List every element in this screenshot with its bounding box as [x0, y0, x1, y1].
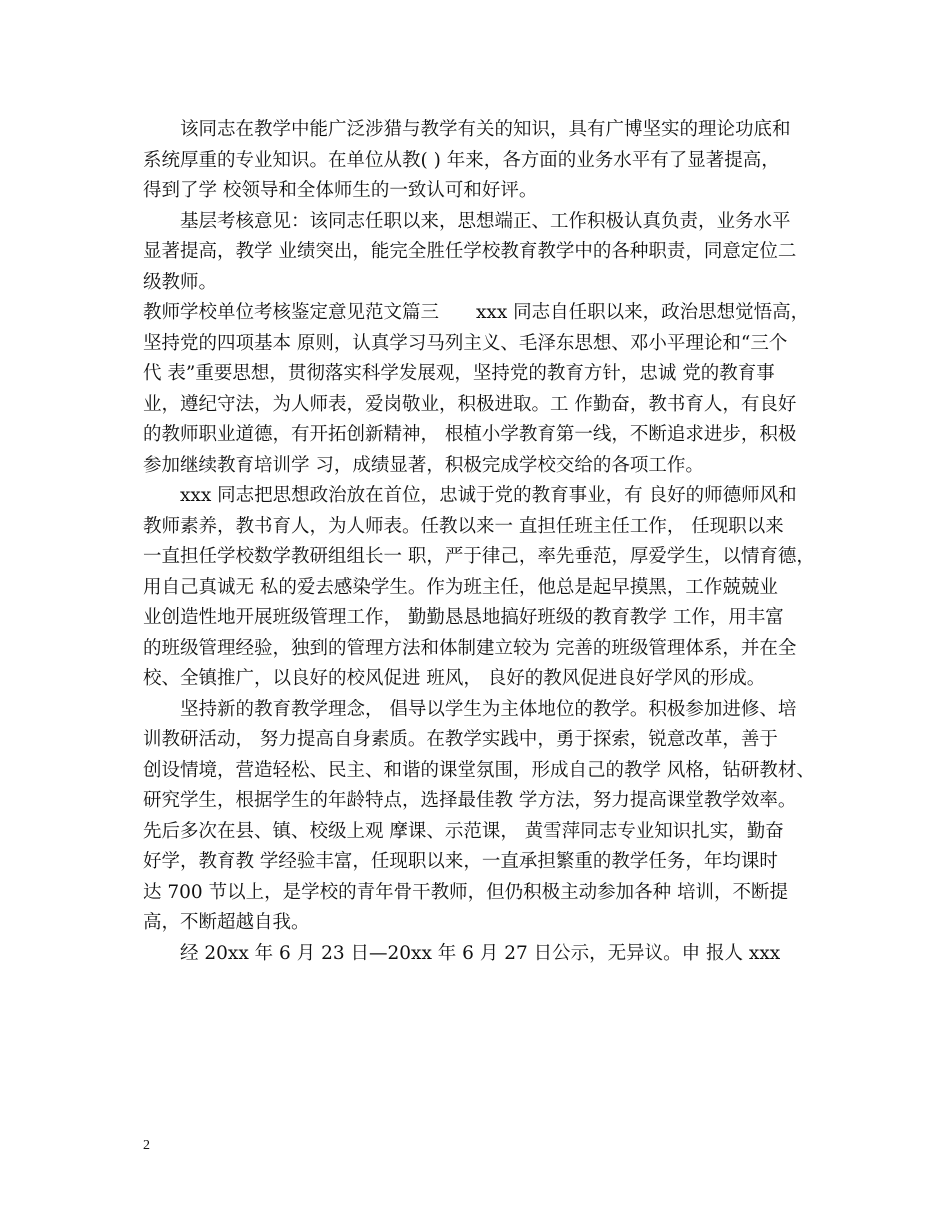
text-line: 经 20xx 年 6 月 23 日—20xx 年 6 月 27 日公示，无异议。申 报人 xxx	[143, 942, 781, 964]
text-line: 代 表”重要思想，贯彻落实科学发展观，坚持党的教育方针，忠诚 党的教育事	[143, 363, 775, 384]
text-line: 教师素养，教书育人，为人师表。任教以来一 直担任班主任工作， 任现职以来	[143, 515, 784, 537]
text-line: xxx 同志把思想政治放在首位，忠诚于党的教育事业，有 良好的师德师风和	[143, 485, 797, 506]
text-line: 创设情境，营造轻松、民主、和谐的课堂氛围，形成自己的教学 风格，钻研教材、	[143, 759, 815, 781]
paragraph	[143, 695, 823, 939]
text-line: 用自己真诚无 私的爱去感染学生。作为班主任，他总是起早摸黑，工作兢兢业	[143, 576, 778, 598]
text-line: 一直担任学校数学教研组组长一 职，严于律己，率先垂范，厚爱学生，以情育德，	[143, 546, 815, 567]
text-line: 研究学生，根据学生的年龄特点，选择最佳教 学方法，努力提高课堂教学效率。	[143, 790, 797, 811]
text-line: 先后多次在县、镇、校级上观 摩课、示范课， 黄雪萍同志专业知识扎实，勤奋	[143, 820, 784, 842]
text-line: 训教研活动， 努力提高自身素质。在教学实践中，勇于探索，锐意改革，善于	[143, 729, 778, 750]
text-line: 业，遵纪守法，为人师表，爱岗敬业，积极进取。工 作勤奋，教书育人，有良好	[143, 393, 797, 415]
text-line: 教师学校单位考核鉴定意见范文篇三 xxx 同志自任职以来，政治思想觉悟高，	[143, 302, 810, 323]
page-number: 2	[143, 1138, 150, 1153]
text-line: 的班级管理经验，独到的管理方法和体制建立较为 完善的班级管理体系，并在全	[143, 637, 797, 659]
text-line: 达 700 节以上，是学校的青年骨干教师，但仍积极主动参加各种 培训，不断提	[143, 881, 788, 903]
text-line: 级教师。	[143, 271, 218, 293]
text-line: 系统厚重的专业知识。在单位从教( ) 年来，各方面的业务水平有了显著提高，	[143, 149, 780, 171]
text-line: 坚持党的四项基本 原则，认真学习马列主义、毛泽东思想、邓小平理论和“三个	[143, 332, 788, 354]
text-line: 参加继续教育培训学 习，成绩显著，积极完成学校交给的各项工作。	[143, 454, 704, 476]
paragraph	[143, 115, 823, 207]
text-line: 校、全镇推广，以良好的校风促进 班风， 良好的教风促进良好学风的形成。	[143, 668, 766, 689]
paragraph	[143, 298, 823, 481]
paragraph	[143, 207, 823, 299]
text-line: 业创造性地开展班级管理工作， 勤勤恳恳地搞好班级的教育教学 工作，用丰富	[143, 607, 784, 628]
text-line: 该同志在教学中能广泛涉猎与教学有关的知识，具有广博坚实的理论功底和	[143, 119, 791, 140]
text-line: 得到了学 校领导和全体师生的一致认可和好评。	[143, 180, 538, 201]
paragraph	[143, 939, 823, 970]
paragraph	[143, 481, 823, 695]
text-line: 的教师职业道德，有开拓创新精神， 根植小学教育第一线，不断追求进步，积极	[143, 424, 797, 445]
text-line: 坚持新的教育教学理念， 倡导以学生为主体地位的教学。积极参加进修、培	[143, 698, 797, 720]
text-line: 显著提高，教学 业绩突出，能完全胜任学校教育教学中的各种职责，同意定位二	[143, 241, 797, 262]
text-line: 高，不断超越自我。	[143, 912, 310, 933]
document-body	[143, 115, 823, 969]
text-line: 好学，教育教 学经验丰富，任现职以来，一直承担繁重的教学任务，年均课时	[143, 851, 778, 872]
text-line: 基层考核意见：该同志任职以来，思想端正、工作积极认真负责，业务水平	[143, 210, 791, 232]
